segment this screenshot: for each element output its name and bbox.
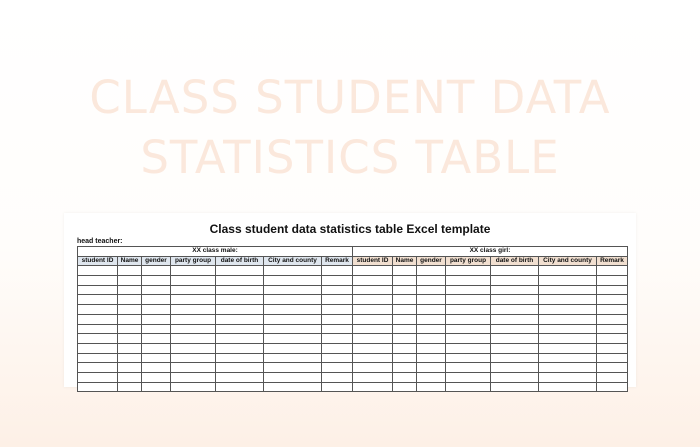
table-row xyxy=(78,285,628,295)
table-cell[interactable] xyxy=(78,382,118,392)
table-cell[interactable] xyxy=(264,266,322,276)
table-cell[interactable] xyxy=(446,276,491,286)
table-cell[interactable] xyxy=(118,266,142,276)
banner-title-line-1: CLASS STUDENT DATA xyxy=(89,71,611,124)
spreadsheet-preview xyxy=(64,213,636,387)
table-row xyxy=(78,382,628,392)
table-cell[interactable] xyxy=(171,363,216,373)
table-cell[interactable] xyxy=(353,363,393,373)
table-cell[interactable] xyxy=(393,324,417,334)
male-col-city-county: City and county xyxy=(264,256,322,266)
table-row xyxy=(78,314,628,324)
table-cell[interactable] xyxy=(353,324,393,334)
table-cell[interactable] xyxy=(216,363,264,373)
table-cell[interactable] xyxy=(264,372,322,382)
table-cell[interactable] xyxy=(78,266,118,276)
table-cell[interactable] xyxy=(446,372,491,382)
table-cell[interactable] xyxy=(322,305,353,315)
table-cell[interactable] xyxy=(322,334,353,344)
banner-title-line-2: STATISTICS TABLE xyxy=(140,131,560,184)
table-cell[interactable] xyxy=(393,382,417,392)
table-cell[interactable] xyxy=(597,343,628,353)
table-cell[interactable] xyxy=(597,353,628,363)
table-row xyxy=(78,305,628,315)
table-cell[interactable] xyxy=(78,314,118,324)
table-cell[interactable] xyxy=(322,353,353,363)
table-cell[interactable] xyxy=(597,314,628,324)
table-cell[interactable] xyxy=(417,363,446,373)
table-row xyxy=(78,266,628,276)
table-cell[interactable] xyxy=(322,266,353,276)
sheet-title: Class student data statistics table Excel template xyxy=(209,222,491,236)
table-cell[interactable] xyxy=(171,353,216,363)
male-col-gender: gender xyxy=(142,256,171,266)
table-cell[interactable] xyxy=(393,266,417,276)
male-col-party-group: party group xyxy=(171,256,216,266)
table-cell[interactable] xyxy=(216,285,264,295)
male-col-date-of-birth: date of birth xyxy=(216,256,264,266)
table-cell[interactable] xyxy=(171,343,216,353)
table-cell[interactable] xyxy=(446,353,491,363)
table-cell[interactable] xyxy=(393,334,417,344)
table-cell[interactable] xyxy=(597,324,628,334)
table-cell[interactable] xyxy=(118,343,142,353)
table-cell[interactable] xyxy=(393,276,417,286)
table-cell[interactable] xyxy=(264,363,322,373)
table-cell[interactable] xyxy=(78,353,118,363)
table-cell[interactable] xyxy=(491,334,539,344)
table-cell[interactable] xyxy=(491,343,539,353)
table-row xyxy=(78,295,628,305)
female-col-student-id: student ID xyxy=(353,256,393,266)
table-cell[interactable] xyxy=(491,363,539,373)
table-cell[interactable] xyxy=(393,343,417,353)
table-cell[interactable] xyxy=(118,305,142,315)
table-cell[interactable] xyxy=(322,382,353,392)
table-cell[interactable] xyxy=(597,266,628,276)
male-col-remark: Remark xyxy=(322,256,353,266)
table-cell[interactable] xyxy=(417,295,446,305)
male-group-header: XX class male: xyxy=(78,247,353,257)
table-cell[interactable] xyxy=(417,324,446,334)
table-cell[interactable] xyxy=(393,353,417,363)
table-cell[interactable] xyxy=(118,382,142,392)
table-cell[interactable] xyxy=(216,276,264,286)
table-row xyxy=(78,343,628,353)
table-cell[interactable] xyxy=(393,285,417,295)
table-cell[interactable] xyxy=(597,363,628,373)
table-cell[interactable] xyxy=(171,305,216,315)
table-cell[interactable] xyxy=(78,363,118,373)
table-cell[interactable] xyxy=(491,353,539,363)
table-cell[interactable] xyxy=(353,382,393,392)
table-cell[interactable] xyxy=(393,372,417,382)
table-cell[interactable] xyxy=(539,266,597,276)
table-cell[interactable] xyxy=(597,305,628,315)
table-cell[interactable] xyxy=(216,314,264,324)
group-header-row xyxy=(78,247,628,257)
table-cell[interactable] xyxy=(264,343,322,353)
table-cell[interactable] xyxy=(539,314,597,324)
table-cell[interactable] xyxy=(322,363,353,373)
table-cell[interactable] xyxy=(78,305,118,315)
table-cell[interactable] xyxy=(597,276,628,286)
table-cell[interactable] xyxy=(264,382,322,392)
table-cell[interactable] xyxy=(322,285,353,295)
table-cell[interactable] xyxy=(78,324,118,334)
table-cell[interactable] xyxy=(491,305,539,315)
table-row xyxy=(78,372,628,382)
table-cell[interactable] xyxy=(446,266,491,276)
table-row xyxy=(78,363,628,373)
table-cell[interactable] xyxy=(446,324,491,334)
table-cell[interactable] xyxy=(264,285,322,295)
table-cell[interactable] xyxy=(118,314,142,324)
table-cell[interactable] xyxy=(539,363,597,373)
student-data-table xyxy=(77,246,628,392)
table-cell[interactable] xyxy=(446,343,491,353)
table-cell[interactable] xyxy=(171,382,216,392)
table-cell[interactable] xyxy=(171,285,216,295)
table-cell[interactable] xyxy=(353,334,393,344)
table-cell[interactable] xyxy=(353,276,393,286)
table-cell[interactable] xyxy=(417,343,446,353)
table-cell[interactable] xyxy=(322,295,353,305)
table-cell[interactable] xyxy=(142,382,171,392)
table-cell[interactable] xyxy=(491,285,539,295)
table-cell[interactable] xyxy=(417,353,446,363)
table-cell[interactable] xyxy=(446,295,491,305)
table-cell[interactable] xyxy=(597,372,628,382)
table-cell[interactable] xyxy=(539,295,597,305)
male-col-student-id: student ID xyxy=(78,256,118,266)
table-cell[interactable] xyxy=(417,372,446,382)
table-cell[interactable] xyxy=(539,305,597,315)
table-cell[interactable] xyxy=(597,382,628,392)
table-cell[interactable] xyxy=(597,334,628,344)
table-row xyxy=(78,334,628,344)
table-cell[interactable] xyxy=(597,295,628,305)
table-cell[interactable] xyxy=(322,372,353,382)
table-cell[interactable] xyxy=(142,266,171,276)
table-cell[interactable] xyxy=(353,353,393,363)
table-cell[interactable] xyxy=(142,324,171,334)
table-cell[interactable] xyxy=(393,295,417,305)
table-cell[interactable] xyxy=(597,285,628,295)
table-cell[interactable] xyxy=(264,334,322,344)
female-col-city-county: City and county xyxy=(539,256,597,266)
table-cell[interactable] xyxy=(539,372,597,382)
table-cell[interactable] xyxy=(118,363,142,373)
table-cell[interactable] xyxy=(142,285,171,295)
head-teacher-label: head teacher: xyxy=(77,238,123,245)
table-cell[interactable] xyxy=(264,305,322,315)
table-cell[interactable] xyxy=(118,334,142,344)
table-cell[interactable] xyxy=(216,372,264,382)
table-cell[interactable] xyxy=(264,324,322,334)
table-cell[interactable] xyxy=(142,305,171,315)
table-row xyxy=(78,324,628,334)
table-cell[interactable] xyxy=(539,334,597,344)
table-cell[interactable] xyxy=(539,276,597,286)
table-cell[interactable] xyxy=(264,353,322,363)
table-cell[interactable] xyxy=(171,334,216,344)
table-cell[interactable] xyxy=(393,363,417,373)
table-cell[interactable] xyxy=(216,382,264,392)
table-cell[interactable] xyxy=(264,276,322,286)
table-cell[interactable] xyxy=(171,295,216,305)
table-cell[interactable] xyxy=(446,314,491,324)
table-cell[interactable] xyxy=(142,363,171,373)
table-cell[interactable] xyxy=(539,285,597,295)
table-cell[interactable] xyxy=(353,305,393,315)
table-cell[interactable] xyxy=(446,334,491,344)
table-cell[interactable] xyxy=(142,372,171,382)
table-cell[interactable] xyxy=(78,276,118,286)
table-cell[interactable] xyxy=(539,382,597,392)
column-header-row xyxy=(78,256,628,266)
table-cell[interactable] xyxy=(353,343,393,353)
table-cell[interactable] xyxy=(322,314,353,324)
table-cell[interactable] xyxy=(446,305,491,315)
table-cell[interactable] xyxy=(216,353,264,363)
table-cell[interactable] xyxy=(353,285,393,295)
table-row xyxy=(78,353,628,363)
table-cell[interactable] xyxy=(142,334,171,344)
table-cell[interactable] xyxy=(322,343,353,353)
table-cell[interactable] xyxy=(322,276,353,286)
table-cell[interactable] xyxy=(171,372,216,382)
table-cell[interactable] xyxy=(142,343,171,353)
table-cell[interactable] xyxy=(539,353,597,363)
table-cell[interactable] xyxy=(216,324,264,334)
table-cell[interactable] xyxy=(491,324,539,334)
table-cell[interactable] xyxy=(491,314,539,324)
table-cell[interactable] xyxy=(216,334,264,344)
table-cell[interactable] xyxy=(491,266,539,276)
table-cell[interactable] xyxy=(393,314,417,324)
table-cell[interactable] xyxy=(216,343,264,353)
table-cell[interactable] xyxy=(78,285,118,295)
female-group-header: XX class girl: xyxy=(353,247,628,257)
table-cell[interactable] xyxy=(491,276,539,286)
table-cell[interactable] xyxy=(142,295,171,305)
table-cell[interactable] xyxy=(446,285,491,295)
female-col-remark: Remark xyxy=(597,256,628,266)
table-cell[interactable] xyxy=(417,314,446,324)
table-cell[interactable] xyxy=(353,372,393,382)
table-cell[interactable] xyxy=(118,276,142,286)
table-cell[interactable] xyxy=(353,266,393,276)
female-col-gender: gender xyxy=(417,256,446,266)
table-cell[interactable] xyxy=(446,363,491,373)
table-cell[interactable] xyxy=(491,382,539,392)
table-cell[interactable] xyxy=(417,276,446,286)
table-cell[interactable] xyxy=(78,372,118,382)
table-cell[interactable] xyxy=(142,353,171,363)
table-cell[interactable] xyxy=(216,266,264,276)
table-cell[interactable] xyxy=(78,295,118,305)
table-cell[interactable] xyxy=(264,295,322,305)
table-cell[interactable] xyxy=(171,314,216,324)
table-cell[interactable] xyxy=(353,295,393,305)
table-cell[interactable] xyxy=(417,334,446,344)
table-cell[interactable] xyxy=(417,266,446,276)
table-cell[interactable] xyxy=(417,382,446,392)
table-cell[interactable] xyxy=(417,285,446,295)
table-cell[interactable] xyxy=(118,285,142,295)
table-cell[interactable] xyxy=(491,295,539,305)
female-col-name: Name xyxy=(393,256,417,266)
banner-title xyxy=(0,68,700,188)
male-col-name: Name xyxy=(118,256,142,266)
table-cell[interactable] xyxy=(216,305,264,315)
table-cell[interactable] xyxy=(118,353,142,363)
table-cell[interactable] xyxy=(78,334,118,344)
table-cell[interactable] xyxy=(78,343,118,353)
table-row xyxy=(78,276,628,286)
table-cell[interactable] xyxy=(118,295,142,305)
table-cell[interactable] xyxy=(491,372,539,382)
table-cell[interactable] xyxy=(322,324,353,334)
table-cell[interactable] xyxy=(118,324,142,334)
female-col-party-group: party group xyxy=(446,256,491,266)
table-cell[interactable] xyxy=(142,276,171,286)
table-cell[interactable] xyxy=(171,324,216,334)
table-body xyxy=(78,266,628,392)
table-cell[interactable] xyxy=(393,305,417,315)
table-cell[interactable] xyxy=(539,324,597,334)
table-cell[interactable] xyxy=(353,314,393,324)
table-cell[interactable] xyxy=(171,276,216,286)
table-cell[interactable] xyxy=(142,314,171,324)
table-cell[interactable] xyxy=(446,382,491,392)
table-cell[interactable] xyxy=(216,295,264,305)
table-cell[interactable] xyxy=(539,343,597,353)
table-cell[interactable] xyxy=(417,305,446,315)
table-cell[interactable] xyxy=(118,372,142,382)
table-cell[interactable] xyxy=(264,314,322,324)
table-cell[interactable] xyxy=(171,266,216,276)
female-col-date-of-birth: date of birth xyxy=(491,256,539,266)
